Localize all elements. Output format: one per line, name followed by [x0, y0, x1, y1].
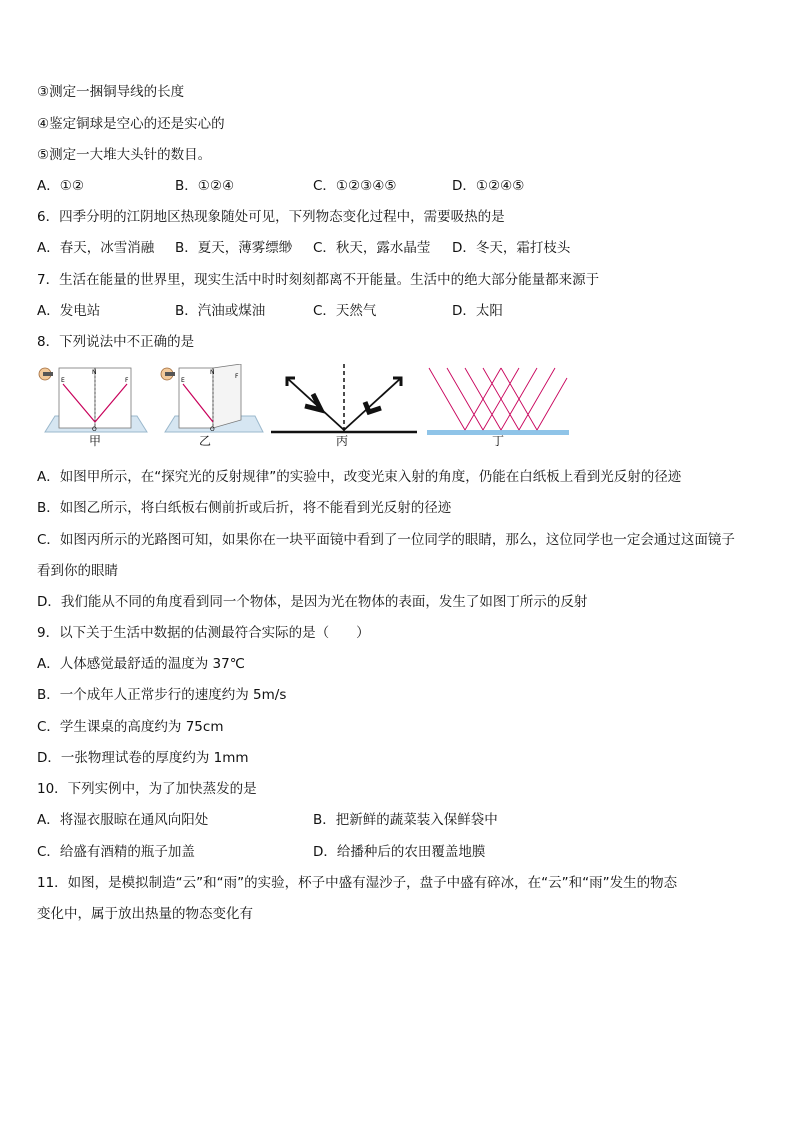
q9-option-d[interactable]: D．一张物理试卷的厚度约为 1mm [37, 750, 249, 766]
figure-bing-diagram [269, 364, 419, 436]
q10-option-c[interactable]: C．给盛有酒精的瓶子加盖 [37, 844, 195, 860]
q6-option-b[interactable]: B．夏天，薄雾缥缈 [175, 240, 293, 256]
figure-label-ding: 丁 [492, 434, 505, 448]
q6-option-c[interactable]: C．秋天，露水晶莹 [313, 240, 431, 256]
reflected-ray [344, 378, 401, 430]
q6-stem: 6．四季分明的江阴地区热现象随处可见，下列物态变化过程中，需要吸热的是 [37, 209, 505, 225]
label-n: N [210, 369, 215, 376]
q5-option-b[interactable]: B．①②④ [175, 178, 235, 194]
q8-option-b[interactable]: B．如图乙所示，将白纸板右侧前折或后折，将不能看到光反射的径迹 [37, 500, 452, 516]
q5-option-d[interactable]: D．①②④⑤ [452, 178, 525, 194]
figure-jia-diagram [37, 364, 155, 434]
q9-option-a[interactable]: A．人体感觉最舒适的温度为 37℃ [37, 656, 245, 672]
q9-stem: 9．以下关于生活中数据的估测最符合实际的是（ ） [37, 625, 370, 641]
q9-option-c[interactable]: C．学生课桌的高度约为 75cm [37, 719, 224, 735]
label-e: E [181, 377, 185, 384]
item-3: ③测定一捆铜导线的长度 [37, 84, 185, 100]
q6-option-d[interactable]: D．冬天，霜打枝头 [452, 240, 571, 256]
q10-option-d[interactable]: D．给播种后的农田覆盖地膜 [313, 844, 486, 860]
label-f: F [125, 377, 129, 384]
q6-option-a[interactable]: A．春天，冰雪消融 [37, 240, 155, 256]
q11-stem-line2: 变化中，属于放出热量的物态变化有 [37, 906, 253, 922]
label-o: O [210, 426, 215, 433]
label-n: N [92, 369, 97, 376]
q8-option-c-line2: 看到你的眼睛 [37, 563, 118, 579]
label-e: E [61, 377, 65, 384]
q10-stem: 10．下列实例中，为了加快蒸发的是 [37, 781, 257, 797]
q8-option-d[interactable]: D．我们能从不同的角度看到同一个物体，是因为光在物体的表面，发生了如图丁所示的反射 [37, 594, 588, 610]
q8-option-a[interactable]: A．如图甲所示，在“探究光的反射规律”的实验中，改变光束入射的角度，仍能在白纸板上看到光反射的径迹 [37, 469, 682, 485]
q8-option-c-line1[interactable]: C．如图丙所示的光路图可知，如果你在一块平面镜中看到了一位同学的眼睛，那么，这位同学也一定会通过这面镜子 [37, 532, 735, 548]
figure-label-yi: 乙 [199, 434, 212, 448]
q10-option-a[interactable]: A．将湿衣服晾在通风向阳处 [37, 812, 209, 828]
item-4: ④鉴定铜球是空心的还是实心的 [37, 116, 225, 132]
q9-option-b[interactable]: B．一个成年人正常步行的速度约为 5m/s [37, 687, 287, 703]
q5-option-a[interactable]: A．①② [37, 178, 84, 194]
q5-option-c[interactable]: C．①②③④⑤ [313, 178, 397, 194]
q7-option-d[interactable]: D．太阳 [452, 303, 503, 319]
q7-option-a[interactable]: A．发电站 [37, 303, 101, 319]
q7-stem: 7．生活在能量的世界里，现实生活中时时刻刻都离不开能量。生活中的绝大部分能量都来源于 [37, 272, 600, 288]
q7-option-b[interactable]: B．汽油或煤油 [175, 303, 266, 319]
q10-option-b[interactable]: B．把新鲜的蔬菜装入保鲜袋中 [313, 812, 498, 828]
laser-pen-icon [43, 372, 53, 376]
q7-option-c[interactable]: C．天然气 [313, 303, 377, 319]
item-5: ⑤测定一大堆大头针的数目。 [37, 147, 212, 163]
label-f: F [235, 373, 239, 380]
q11-stem-line1: 11．如图，是模拟制造“云”和“雨”的实验，杯子中盛有湿沙子，盘子中盛有碎冰，在“云”和“雨”发生的物态 [37, 875, 678, 891]
label-o: O [92, 426, 97, 433]
parallel-rays [429, 368, 567, 430]
figure-yi-diagram [159, 364, 269, 434]
q8-figures [37, 364, 577, 446]
figure-label-jia: 甲 [89, 434, 102, 448]
q8-stem: 8．下列说法中不正确的是 [37, 334, 195, 350]
figure-ding-diagram [425, 364, 571, 436]
figure-label-bing: 丙 [336, 434, 349, 448]
laser-pen-icon [165, 372, 175, 376]
